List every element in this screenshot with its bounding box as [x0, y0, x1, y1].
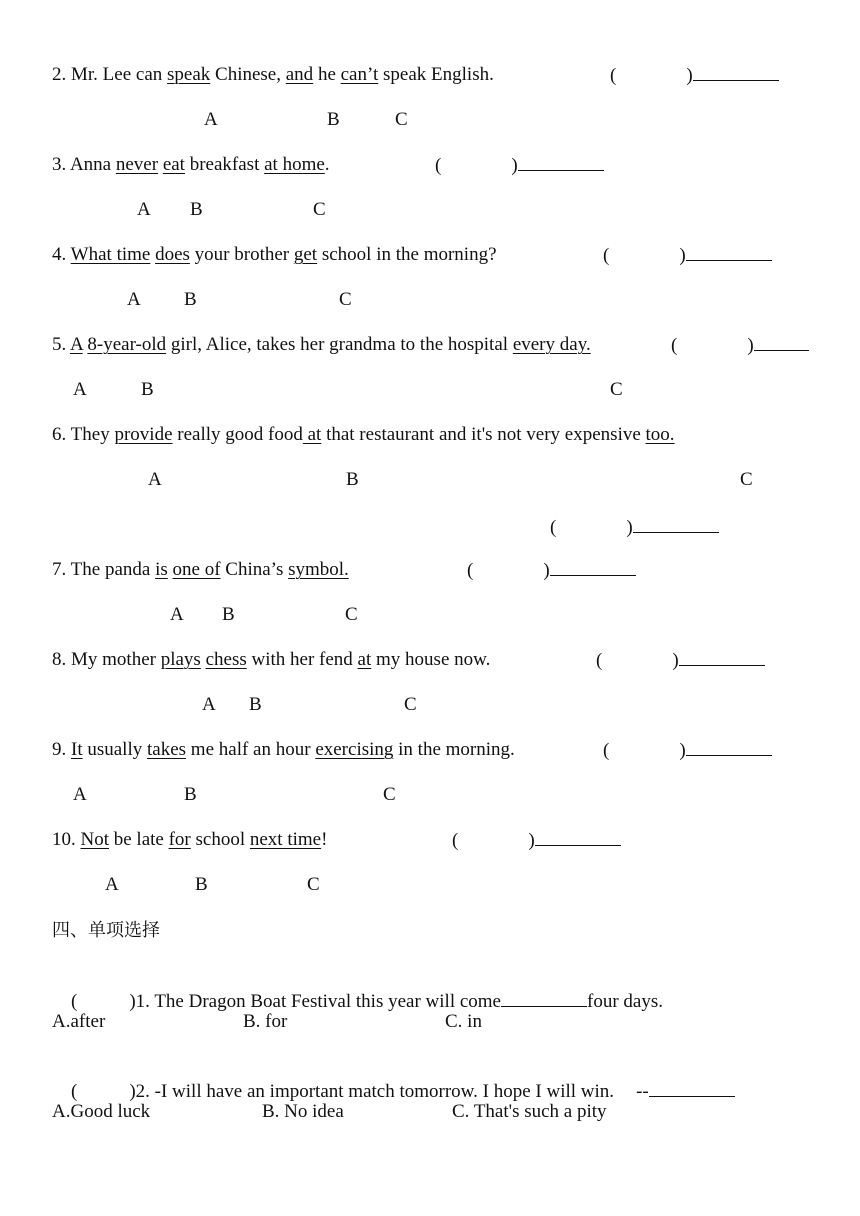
sentence-text: Anna [69, 154, 116, 175]
answer-bracket[interactable] [435, 153, 604, 178]
option-label-b: B [195, 874, 208, 895]
option-c[interactable]: C. in [445, 1011, 482, 1032]
option-label-c: C [345, 604, 358, 625]
question-number: 4. [52, 244, 67, 265]
underlined-segment: never [115, 154, 159, 175]
underlined-segment: Not [80, 829, 109, 850]
paren-open: ( [550, 517, 557, 538]
sentence-text: Chinese, [210, 64, 286, 85]
sentence-text: The panda [70, 559, 156, 580]
option-label-b: B [141, 379, 154, 400]
question-text: -I will have an important match tomorrow. I hope I will win. [154, 1081, 615, 1102]
option-label-b: B [184, 289, 197, 310]
question-number: 8. [52, 649, 67, 670]
option-label-a: A [137, 199, 151, 220]
paren-close: ) [679, 740, 686, 761]
option-label-a: A [105, 874, 119, 895]
sentence-text: with her fend [246, 649, 358, 670]
underlined-segment: and [285, 64, 314, 85]
sentence-text: They [70, 424, 115, 445]
sentence-text: . [324, 154, 330, 175]
question-row [52, 333, 591, 357]
paren-close: ) [528, 830, 535, 851]
underlined-segment: It [71, 739, 83, 760]
underlined-segment: too. [645, 424, 675, 445]
option-label-c: C [610, 379, 623, 400]
underlined-segment: symbol. [288, 559, 349, 580]
question-row [52, 828, 327, 852]
answer-bracket[interactable] [452, 828, 621, 853]
underlined-segment: at [302, 424, 322, 445]
underlined-segment: provide [114, 424, 173, 445]
option-label-a: A [202, 694, 216, 715]
underlined-segment: get [293, 244, 318, 265]
sentence-text: school in the morning? [317, 244, 497, 265]
underlined-segment: is [155, 559, 168, 580]
option-label-b: B [184, 784, 197, 805]
answer-blank[interactable] [754, 333, 809, 351]
dash: -- [636, 1081, 649, 1102]
paren-close: ) [686, 65, 693, 86]
option-label-b: B [222, 604, 235, 625]
question-number: 7. [52, 559, 67, 580]
paren-close: ) [543, 560, 550, 581]
sentence-text: ! [321, 829, 328, 850]
underlined-segment: What time [70, 244, 151, 265]
question-row [52, 423, 675, 447]
question-number: 10. [52, 829, 76, 850]
paren-open: ( [603, 245, 610, 266]
question-number: 6. [52, 424, 67, 445]
question-number: 3. [52, 154, 67, 175]
option-label-c: C [404, 694, 417, 715]
option-label-b: B [249, 694, 262, 715]
underlined-segment: exercising [315, 739, 394, 760]
paren-open: ( [596, 650, 603, 671]
question-row [52, 153, 330, 177]
option-a[interactable]: A.after [52, 1011, 106, 1032]
answer-bracket[interactable] [596, 648, 765, 673]
option-c[interactable]: C. That's such a pity [452, 1101, 607, 1122]
paren-open: ( [467, 560, 474, 581]
underlined-segment: 8-year-old [87, 334, 167, 355]
answer-blank[interactable] [550, 558, 636, 576]
question-number: )1. [129, 991, 150, 1012]
option-label-b: B [327, 109, 340, 130]
underlined-segment: every day. [512, 334, 591, 355]
answer-blank[interactable] [693, 63, 779, 81]
paren-open: ( [603, 740, 610, 761]
underlined-segment: at home [264, 154, 325, 175]
sentence-text: speak English. [378, 64, 494, 85]
question-row [52, 558, 349, 582]
sentence-text: really good food [172, 424, 303, 445]
answer-blank[interactable] [686, 243, 772, 261]
question-text-after: four days. [587, 991, 663, 1012]
option-b[interactable]: B. No idea [262, 1101, 344, 1122]
answer-bracket[interactable] [603, 738, 772, 763]
answer-bracket[interactable] [610, 63, 779, 88]
answer-blank[interactable] [633, 515, 719, 533]
option-label-c: C [383, 784, 396, 805]
underlined-segment: chess [205, 649, 247, 670]
sentence-text: Mr. Lee can [71, 64, 168, 85]
underlined-segment: eat [162, 154, 185, 175]
paren-open: ( [671, 335, 678, 356]
question-row [52, 648, 490, 672]
option-label-a: A [73, 784, 87, 805]
question-row [52, 243, 497, 267]
underlined-segment: does [155, 244, 190, 265]
paren-open: ( [610, 65, 617, 86]
underlined-segment: speak [167, 64, 211, 85]
option-label-a: A [170, 604, 184, 625]
sentence-text: in the morning. [393, 739, 515, 760]
sentence-text: usually [82, 739, 147, 760]
answer-bracket[interactable] [467, 558, 636, 583]
choice-question-2 [52, 1055, 735, 1128]
answer-blank[interactable] [649, 1079, 735, 1097]
choice-question-1 [52, 965, 663, 1038]
answer-blank[interactable] [501, 989, 587, 1007]
question-number: 9. [52, 739, 67, 760]
option-label-b: B [190, 199, 203, 220]
sentence-text: that restaurant and it's not very expensive [321, 424, 646, 445]
question-row [52, 738, 515, 762]
underlined-segment: plays [160, 649, 201, 670]
paren-open: ( [435, 155, 442, 176]
section-title: 四、单项选择 [52, 920, 160, 941]
sentence-text: breakfast [184, 154, 265, 175]
paren-open: ( [71, 991, 78, 1012]
underlined-segment: next time [249, 829, 322, 850]
question-row [52, 63, 494, 87]
answer-bracket[interactable] [603, 243, 772, 268]
option-label-c: C [339, 289, 352, 310]
option-label-c: C [740, 469, 753, 490]
option-label-a: A [148, 469, 162, 490]
question-text: The Dragon Boat Festival this year will come [154, 991, 501, 1012]
option-label-b: B [346, 469, 359, 490]
answer-blank[interactable] [535, 828, 621, 846]
option-label-a: A [204, 109, 218, 130]
answer-blank[interactable] [686, 738, 772, 756]
answer-bracket[interactable] [671, 333, 809, 358]
option-a[interactable]: A.Good luck [52, 1101, 151, 1122]
underlined-segment: can’t [340, 64, 379, 85]
sentence-text: my house now. [371, 649, 491, 670]
option-b[interactable]: B. for [243, 1011, 288, 1032]
underlined-segment: takes [147, 739, 187, 760]
sentence-text: be late [109, 829, 169, 850]
question-number: 2. [52, 64, 67, 85]
paren-open: ( [71, 1081, 78, 1102]
question-number: )2. [129, 1081, 150, 1102]
paren-close: ) [679, 245, 686, 266]
underlined-segment: A [69, 334, 83, 355]
paren-close: ) [747, 335, 754, 356]
option-label-c: C [395, 109, 408, 130]
answer-bracket[interactable] [550, 515, 719, 540]
sentence-text: your brother [189, 244, 294, 265]
sentence-text: me half an hour [186, 739, 316, 760]
question-number: 5. [52, 334, 67, 355]
sentence-text: China’s [220, 559, 289, 580]
paren-close: ) [511, 155, 518, 176]
option-label-a: A [73, 379, 87, 400]
sentence-text: school [190, 829, 250, 850]
sentence-text: he [313, 64, 341, 85]
option-label-a: A [127, 289, 141, 310]
paren-close: ) [672, 650, 679, 671]
answer-blank[interactable] [518, 153, 604, 171]
paren-open: ( [452, 830, 459, 851]
underlined-segment: one of [172, 559, 221, 580]
paren-close: ) [626, 517, 633, 538]
sentence-text: My mother [71, 649, 161, 670]
option-label-c: C [313, 199, 326, 220]
underlined-segment: at [357, 649, 372, 670]
underlined-segment: for [168, 829, 191, 850]
answer-blank[interactable] [679, 648, 765, 666]
option-label-c: C [307, 874, 320, 895]
sentence-text: girl, Alice, takes her grandma to the hospital [166, 334, 513, 355]
